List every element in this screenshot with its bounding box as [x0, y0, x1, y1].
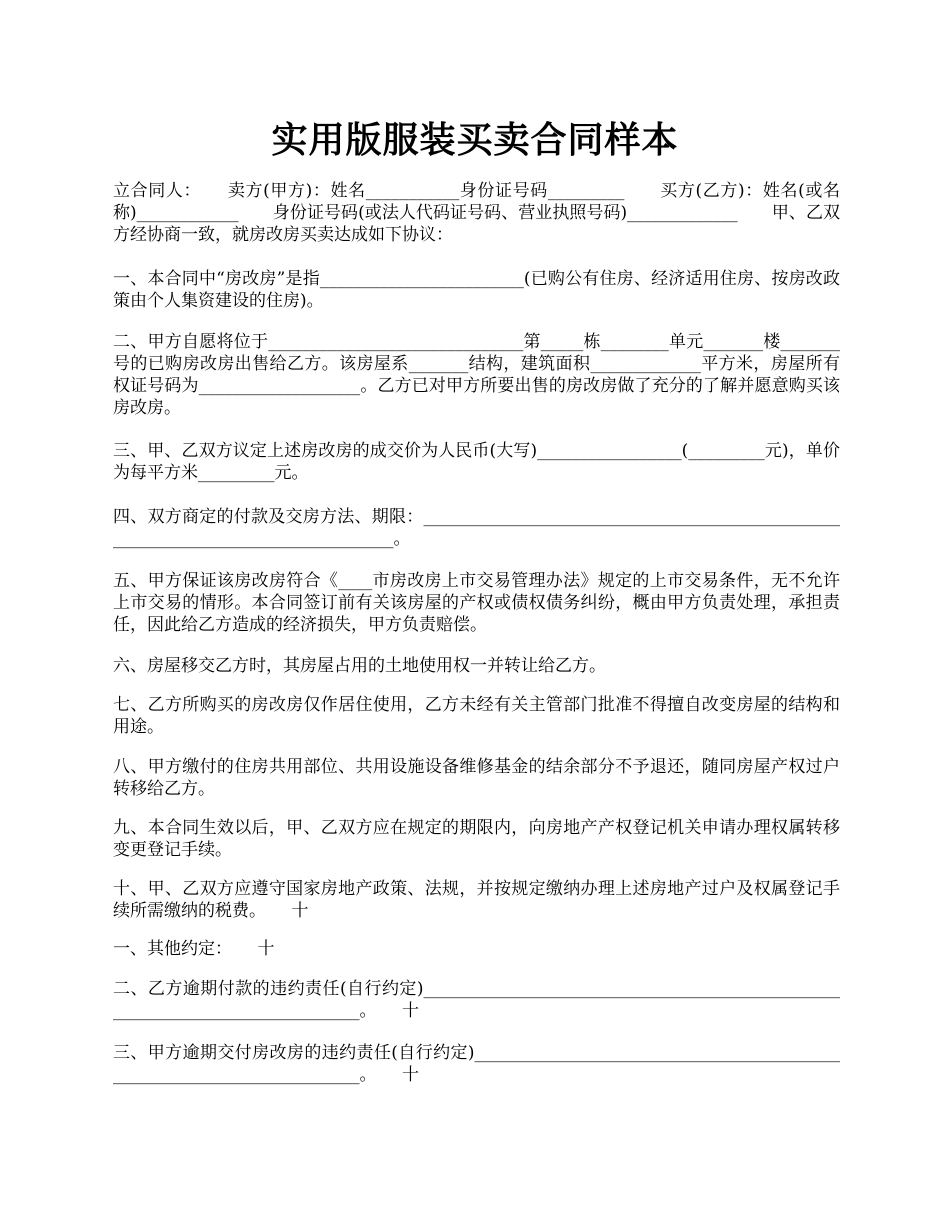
clause-8: 八、甲方缴付的住房共用部位、共用设施设备维修基金的结余部分不予退还，随同房屋产权过户转移给乙方。	[113, 757, 840, 799]
clause-5: 五、甲方保证该房改房符合《____市房改房上市交易管理办法》规定的上市交易条件，无不允许上市交易的情形。本合同签订前有关该房屋的产权或债权债务纠纷，概由甲方负责处理，承担责任，因此给乙方造成的经济损失，甲方负责赔偿。	[113, 571, 840, 635]
clause-11: 一、其他约定： 十	[113, 939, 275, 959]
clause-7: 七、乙方所购买的房改房仅作居住使用，乙方未经有关主管部门批准不得擅自改变房屋的结构和用途。	[113, 695, 840, 737]
parties-paragraph: 立合同人： 卖方(甲方)：姓名___________身份证号码_________ 买方(乙方)：姓名(或名称)____________ 身份证号码(或法人代码证号码、营业执照号码)_____________ 甲、乙双方经协商一致，就房改房买卖达成如下协议：	[113, 181, 840, 245]
document-title: 实用版服装买卖合同样本	[271, 119, 679, 161]
clause-4: 四、双方商定的付款及交房方法、期限：__________________________________________________________________________________。	[113, 507, 840, 549]
clause-1: 一、本合同中“房改房”是指________________________(已购公有住房、经济适用住房、按房改政策由个人集资建设的住房)。	[113, 269, 840, 311]
clause-6: 六、房屋移交乙方时，其房屋占用的土地使用权一并转让给乙方。	[113, 656, 606, 676]
clause-12: 二、乙方逾期付款的违约责任(自行约定)______________________________________________________________________________。 十	[113, 979, 840, 1021]
clause-10: 十、甲、乙双方应遵守国家房地产政策、法规，并按规定缴纳办理上述房地产过户及权属登记手续所需缴纳的税费。 十	[113, 879, 840, 921]
clause-9: 九、本合同生效以后，甲、乙双方应在规定的期限内，向房地产产权登记机关申请办理权属转移变更登记手续。	[113, 818, 840, 860]
clause-2: 二、甲方自愿将位于______________________________第_____栋________单元_______楼_______号的已购房改房出售给乙方。该房屋系_______结构，建筑面积_____________平方米，房屋所有权证号码为___________________。乙方已对甲方所要出售的房改房做了充分的了解并愿意购买该房改房。	[113, 332, 840, 418]
clause-3: 三、甲、乙双方议定上述房改房的成交价为人民币(大写)_________________(_________元)，单价为每平方米_________元。	[113, 441, 840, 483]
clause-13: 三、甲方逾期交付房改房的违约责任(自行约定)________________________________________________________________________。 十	[113, 1043, 840, 1085]
